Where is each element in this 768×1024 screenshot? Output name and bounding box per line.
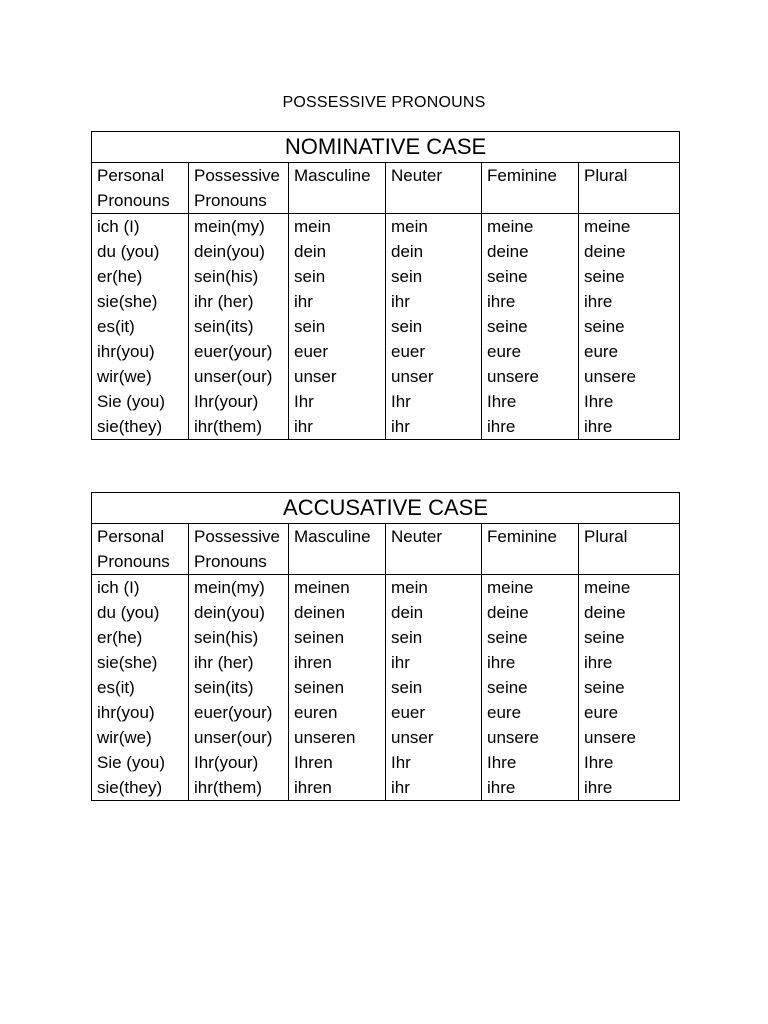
table-row	[92, 700, 680, 725]
table-cell: seine	[482, 625, 579, 650]
table-row	[92, 650, 680, 675]
table-cell: sein(its)	[189, 675, 289, 700]
table-row	[92, 725, 680, 750]
table-cell: euer	[289, 339, 386, 364]
table-row	[92, 389, 680, 414]
table-cell: ihre	[482, 414, 579, 440]
table-cell: unser(our)	[189, 364, 289, 389]
table-cell: er(he)	[92, 625, 189, 650]
table-cell: dein(you)	[189, 239, 289, 264]
table-cell: seinen	[289, 625, 386, 650]
table-cell: seine	[579, 625, 680, 650]
table-cell: sein(his)	[189, 625, 289, 650]
table-cell: meine	[579, 214, 680, 240]
table-cell: deine	[579, 239, 680, 264]
table-cell: eure	[482, 700, 579, 725]
table-cell: du (you)	[92, 600, 189, 625]
table-cell: deine	[579, 600, 680, 625]
table-cell: ihre	[579, 775, 680, 801]
table-cell: sie(they)	[92, 775, 189, 801]
table-cell: ihre	[579, 289, 680, 314]
table-cell: sie(she)	[92, 650, 189, 675]
table-cell: meine	[482, 575, 579, 601]
table-cell: mein	[386, 214, 482, 240]
table-cell: ihre	[482, 650, 579, 675]
table-cell: Ihr(your)	[189, 389, 289, 414]
table-row	[92, 239, 680, 264]
table-cell: seine	[579, 264, 680, 289]
column-header: Feminine	[482, 163, 579, 214]
table-cell: unser	[289, 364, 386, 389]
table-cell: Ihr	[386, 389, 482, 414]
table-row	[92, 314, 680, 339]
column-header: Neuter	[386, 163, 482, 214]
table-cell: unser(our)	[189, 725, 289, 750]
table-cell: eure	[579, 700, 680, 725]
table-cell: eure	[579, 339, 680, 364]
table-cell: sein(its)	[189, 314, 289, 339]
table-cell: ihr (her)	[189, 650, 289, 675]
column-header: Possessive Pronouns	[189, 163, 289, 214]
table-row	[92, 364, 680, 389]
column-header: Feminine	[482, 524, 579, 575]
table-row	[92, 414, 680, 440]
table-cell: ihr(you)	[92, 700, 189, 725]
table-cell: ich (I)	[92, 575, 189, 601]
table-heading: NOMINATIVE CASE	[92, 132, 680, 163]
column-header: Personal Pronouns	[92, 163, 189, 214]
table-cell: Ihr	[386, 750, 482, 775]
table-cell: unseren	[289, 725, 386, 750]
table-cell: Ihre	[579, 389, 680, 414]
table-row	[92, 675, 680, 700]
table-cell: seine	[482, 675, 579, 700]
column-header: Plural	[579, 163, 680, 214]
table-row	[92, 289, 680, 314]
table-cell: unsere	[482, 725, 579, 750]
table-row	[92, 214, 680, 240]
table-cell: dein(you)	[189, 600, 289, 625]
table-cell: Sie (you)	[92, 389, 189, 414]
table-cell: euer(your)	[189, 700, 289, 725]
table-cell: ihre	[482, 775, 579, 801]
table-cell: ihre	[579, 414, 680, 440]
table-cell: unser	[386, 364, 482, 389]
table-row	[92, 575, 680, 601]
table-row	[92, 750, 680, 775]
table-cell: du (you)	[92, 239, 189, 264]
column-header: Masculine	[289, 163, 386, 214]
table-cell: ihr (her)	[189, 289, 289, 314]
table-cell: meine	[482, 214, 579, 240]
table-cell: meine	[579, 575, 680, 601]
table-cell: sein	[386, 314, 482, 339]
table-cell: sein	[386, 625, 482, 650]
table-cell: seinen	[289, 675, 386, 700]
table-cell: wir(we)	[92, 725, 189, 750]
table-cell: Ihr(your)	[189, 750, 289, 775]
table-cell: mein(my)	[189, 575, 289, 601]
table-cell: sein	[289, 264, 386, 289]
table-cell: deine	[482, 600, 579, 625]
table-row	[92, 264, 680, 289]
table-cell: seine	[482, 314, 579, 339]
column-header-row	[92, 524, 680, 575]
table-cell: ihre	[482, 289, 579, 314]
table-cell: ihr	[386, 650, 482, 675]
table-cell: dein	[289, 239, 386, 264]
table-cell: sein	[386, 675, 482, 700]
table-cell: ihren	[289, 775, 386, 801]
table-cell: seine	[482, 264, 579, 289]
accusative-case-table	[91, 492, 680, 801]
column-header-row	[92, 163, 680, 214]
table-row	[92, 600, 680, 625]
table-cell: dein	[386, 600, 482, 625]
table-cell: es(it)	[92, 675, 189, 700]
table-cell: sein	[386, 264, 482, 289]
table-cell: eure	[482, 339, 579, 364]
table-cell: ihr	[289, 414, 386, 440]
nominative-case-table	[91, 131, 680, 440]
table-cell: ihr	[289, 289, 386, 314]
table-cell: unser	[386, 725, 482, 750]
table-cell: es(it)	[92, 314, 189, 339]
table-cell: Ihre	[579, 750, 680, 775]
table-cell: seine	[579, 314, 680, 339]
table-cell: ihr	[386, 289, 482, 314]
table-cell: euer(your)	[189, 339, 289, 364]
table-cell: deinen	[289, 600, 386, 625]
table-row	[92, 775, 680, 801]
table-cell: deine	[482, 239, 579, 264]
table-cell: Ihren	[289, 750, 386, 775]
column-header: Personal Pronouns	[92, 524, 189, 575]
table-cell: ihr(you)	[92, 339, 189, 364]
table-cell: ihr(them)	[189, 414, 289, 440]
table-cell: Ihre	[482, 389, 579, 414]
table-cell: sein	[289, 314, 386, 339]
table-row	[92, 625, 680, 650]
table-cell: mein	[386, 575, 482, 601]
column-header: Plural	[579, 524, 680, 575]
table-cell: euren	[289, 700, 386, 725]
table-cell: Ihr	[289, 389, 386, 414]
table-cell: sie(she)	[92, 289, 189, 314]
table-cell: meinen	[289, 575, 386, 601]
table-cell: euer	[386, 339, 482, 364]
table-cell: ihren	[289, 650, 386, 675]
table-cell: er(he)	[92, 264, 189, 289]
table-cell: sein(his)	[189, 264, 289, 289]
table-cell: ihr(them)	[189, 775, 289, 801]
table-cell: mein(my)	[189, 214, 289, 240]
table-row	[92, 339, 680, 364]
table-cell: mein	[289, 214, 386, 240]
table-cell: Ihre	[482, 750, 579, 775]
table-cell: euer	[386, 700, 482, 725]
table-cell: unsere	[579, 364, 680, 389]
table-cell: ich (I)	[92, 214, 189, 240]
table-cell: sie(they)	[92, 414, 189, 440]
column-header: Neuter	[386, 524, 482, 575]
table-cell: wir(we)	[92, 364, 189, 389]
table-cell: seine	[579, 675, 680, 700]
table-cell: unsere	[482, 364, 579, 389]
table-cell: Sie (you)	[92, 750, 189, 775]
column-header: Masculine	[289, 524, 386, 575]
table-cell: dein	[386, 239, 482, 264]
column-header: Possessive Pronouns	[189, 524, 289, 575]
table-cell: ihr	[386, 775, 482, 801]
table-cell: ihre	[579, 650, 680, 675]
table-cell: ihr	[386, 414, 482, 440]
table-cell: unsere	[579, 725, 680, 750]
document-title: POSSESSIVE PRONOUNS	[282, 94, 486, 111]
table-heading: ACCUSATIVE CASE	[92, 493, 680, 524]
